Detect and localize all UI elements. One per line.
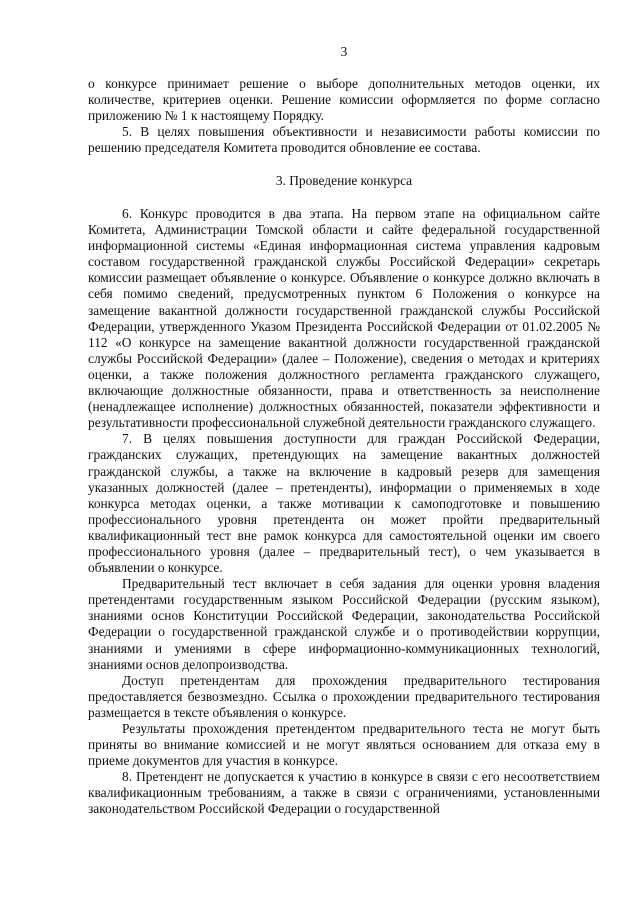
document-page bbox=[88, 0, 600, 905]
paragraph-7: 7. В целях повышения доступности для граждан Российской Федерации, гражданских служащих, претендующих на замещение вакантных должностей гражданской службы, а также на включение в кадровый резерв для замещения указанных должностей (далее – претенденты), информации о применяемых в ходе конкурса методах оценки, а также мотивации к самоподготовке и повышению профессионального уровня претендента он может пройти предварительный квалификационный тест вне рамок конкурса для самостоятельной оценки им своего профессионального уровня (далее – предварительный тест), о чем указывается в объявлении о конкурсе. bbox=[88, 431, 600, 576]
paragraph-test-results: Результаты прохождения претендентом предварительного теста не могут быть приняты во внимание комиссией и не могут являться основанием для отказа ему в приеме документов для участия в конкурсе. bbox=[88, 721, 600, 769]
text-block-main bbox=[88, 206, 600, 818]
paragraph-test-access: Доступ претендентам для прохождения предварительного тестирования предоставляется безвозмездно. Ссылка о прохождении предварительного тестирования размещается в тексте объявления о конкурсе. bbox=[88, 672, 600, 720]
page-number: 3 bbox=[340, 44, 348, 59]
paragraph-8: 8. Претендент не допускается к участию в конкурсе в связи с его несоответствием квалификационным требованиям, а также в связи с ограничениями, установленными законодательством Российской Федерации о государственной bbox=[88, 769, 600, 817]
paragraph-continuation: о конкурсе принимает решение о выборе дополнительных методов оценки, их количестве, критериев оценки. Решение комиссии оформляется по форме согласно приложению № 1 к настоящему Порядку. bbox=[88, 76, 600, 124]
section-heading: 3. Проведение конкурса bbox=[275, 173, 413, 188]
text-block-top bbox=[88, 76, 600, 156]
paragraph-6: 6. Конкурс проводится в два этапа. На первом этапе на официальном сайте Комитета, Администрации Томской области и сайте федеральной государственной информационной системы «Единая информационная система управления кадровым составом государственной гражданской службы Российской Федерации» секретарь комиссии размещает объявление о конкурсе. Объявление о конкурсе должно включать в себя помимо сведений, предусмотренных пунктом 6 Положения о конкурсе на замещение вакантной должности государственной гражданской службы Российской Федерации, утвержденного Указом Президента Российской Федерации от 01.02.2005 № 112 «О конкурсе на замещение вакантной должности государственной гражданской службы Российской Федерации» (далее – Положение), сведения о методах и критериях оценки, а также положения должностного регламента гражданского служащего, включающие должностные обязанности, права и ответственность за неисполнение (ненадлежащее исполнение) должностных обязанностей, показатели эффективности и результативности профессиональной служебной деятельности гражданского служащего. bbox=[88, 206, 600, 431]
paragraph-5: 5. В целях повышения объективности и независимости работы комиссии по решению председателя Комитета проводится обновление ее состава. bbox=[88, 124, 600, 156]
paragraph-preliminary-test: Предварительный тест включает в себя задания для оценки уровня владения претендентами государственным языком Российской Федерации (русским языком), знаниями основ Конституции Российской Федерации, законодательства Российской Федерации о государственной гражданской службе и о противодействии коррупции, знаниями и умениями в сфере информационно-коммуникационных технологий, знаниями основ делопроизводства. bbox=[88, 576, 600, 672]
